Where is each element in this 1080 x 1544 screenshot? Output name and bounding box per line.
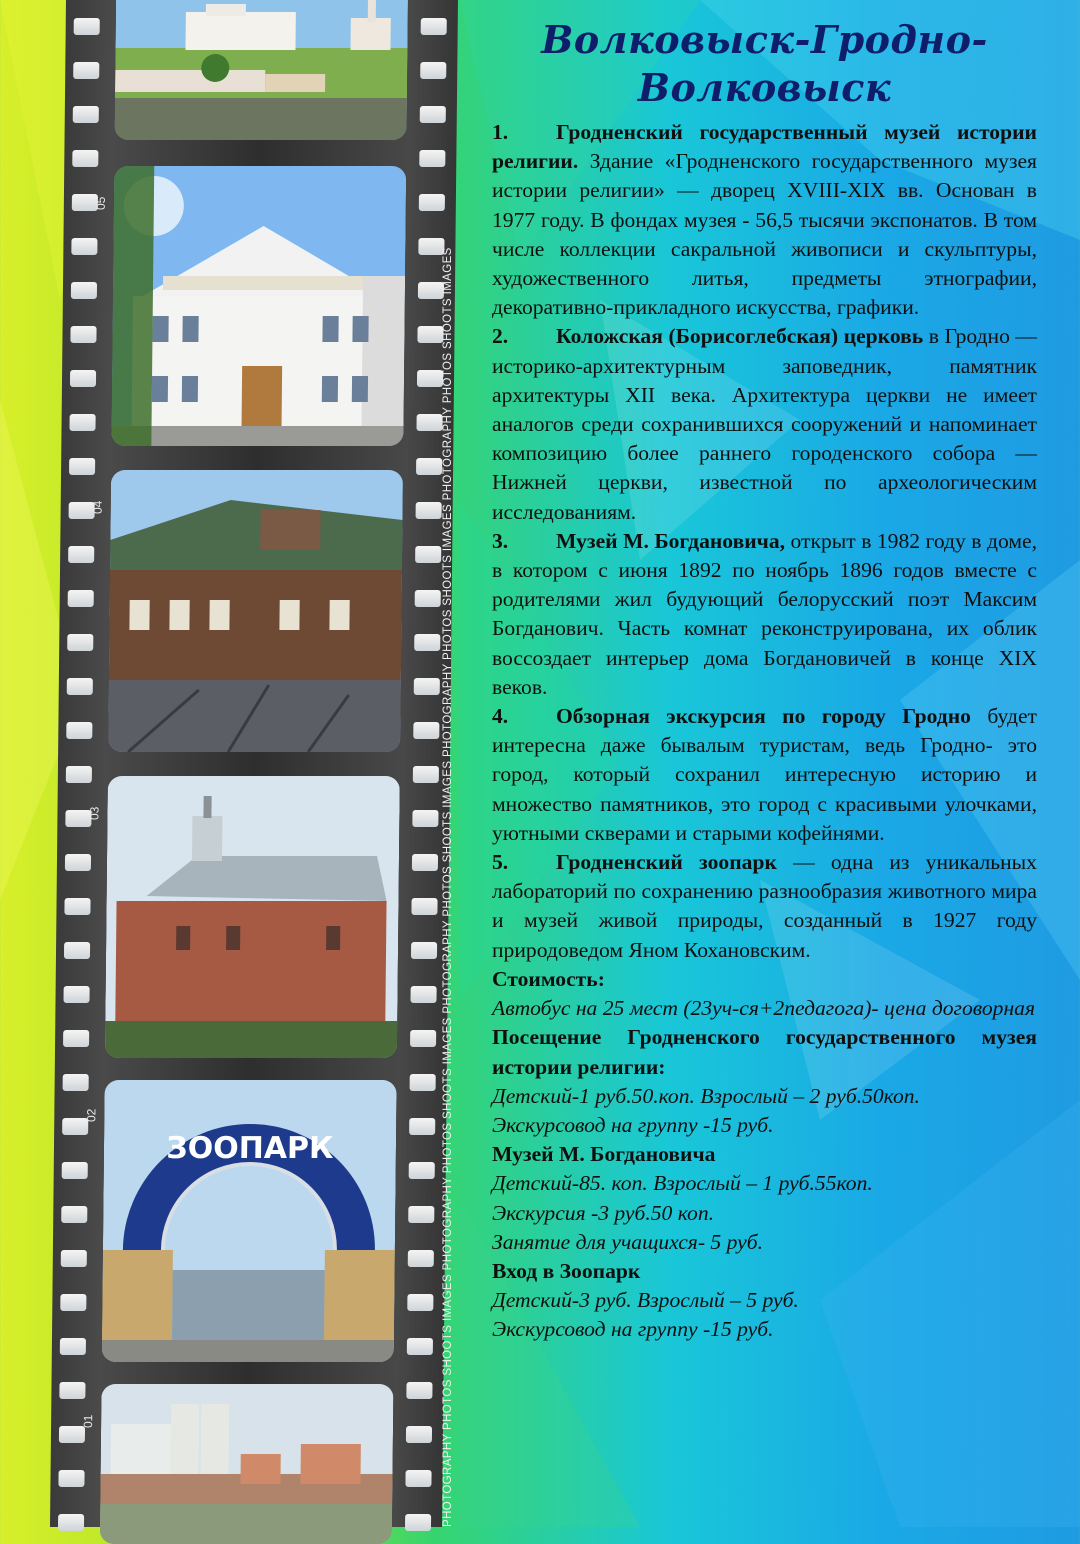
- film-perforation: [66, 722, 92, 739]
- film-perforation: [63, 986, 89, 1003]
- frame-number: 04: [90, 500, 105, 514]
- film-perforation: [413, 766, 439, 783]
- frame-number: 02: [84, 1108, 99, 1122]
- film-perforation: [68, 546, 94, 563]
- zoo-sign: ЗООПАРК: [166, 1131, 334, 1166]
- bus-price: Автобус на 25 мест (23уч-ся+2педагога)- цена договорная: [492, 996, 1036, 1021]
- list-item: 3. Музей М. Богдановича, открыт в 1982 году в доме, в котором с июня 1892 по ноябрь 1896 годов вместе с родителями жил будующий белорусский поэт Максим Богданович. Часть комнат реконструирована, их облик воссоздает интерьер дома Богдановичей в конце XIX веков.: [492, 528, 1037, 699]
- film-perforation: [406, 1426, 432, 1443]
- film-perforation: [408, 1250, 434, 1267]
- film-perforation: [416, 414, 442, 431]
- film-perforation: [417, 326, 443, 343]
- zoo-price-line: Экскурсовод на группу -15 руб.: [492, 1317, 774, 1342]
- film-perforation: [61, 1250, 87, 1267]
- film-perforation: [405, 1514, 431, 1531]
- list-item: 4. Обзорная экскурсия по городу Гродно будет интересна даже бывалым туристам, ведь Гродно- это город, который сохранил интересную историю и множество памятников, это город с красивыми улочками, уютными скверами и старыми кофейнями.: [492, 704, 1037, 845]
- bogdanovich-price-line: Экскурсия -3 руб.50 коп.: [492, 1200, 715, 1225]
- film-perforation: [73, 106, 99, 123]
- photo-grodno-castle: [115, 0, 409, 140]
- film-perforation: [63, 1030, 89, 1047]
- film-perforation: [418, 282, 444, 299]
- film-side-text: PHOTOGRAPHY PHOTOS SHOOTS IMAGES PHOTOGRAPHY PHOTOS SHOOTS IMAGES PHOTOGRAPHY PHOTOS SHOOTS IMAGES PHOTOGRAPHY PHOTOS SHOOTS IMAGES PHOTOGRAPHY PHOTOS SHOOTS IMAGES: [442, 247, 454, 1527]
- film-perforation: [414, 678, 440, 695]
- list-item: 1. Гродненский государственный музей истории религии. Здание «Гродненского государственного музея истории религии» — дворец XVIII-XIX вв. Основан в 1977 году. В фондах музея - 56,5 тысячи экспонатов. В том числе коллекции сакральной живописи и скульптуры, художественного литья, предметы этнографии, декоративно-прикладного искусства, графики.: [492, 120, 1037, 320]
- film-perforation: [58, 1514, 84, 1531]
- film-perforation: [69, 458, 95, 475]
- film-perforation: [59, 1426, 85, 1443]
- frame-number: 01: [81, 1414, 96, 1428]
- photo-bogdanovich-museum: [108, 470, 403, 752]
- film-perforation: [72, 150, 98, 167]
- film-perforation: [407, 1294, 433, 1311]
- film-perforation: [73, 62, 99, 79]
- zoo-price-heading: Вход в Зоопарк: [492, 1258, 641, 1283]
- page-title: Волковыск-Гродно-Волковыск: [541, 17, 988, 110]
- film-perforation: [411, 898, 437, 915]
- film-perforation: [71, 238, 97, 255]
- bogdanovich-price-line: Детский-85. коп. Взрослый – 1 руб.55коп.: [492, 1171, 873, 1196]
- cost-heading: Стоимость:: [492, 966, 605, 991]
- film-perforation: [74, 18, 100, 35]
- film-perforation: [406, 1382, 432, 1399]
- film-perforation: [410, 1074, 436, 1091]
- museum-price-line: Экскурсовод на группу -15 руб.: [492, 1112, 774, 1137]
- film-perforations-left: [58, 0, 104, 1527]
- film-perforation: [407, 1338, 433, 1355]
- film-perforation: [414, 634, 440, 651]
- film-perforation: [68, 590, 94, 607]
- film-perforation: [63, 1074, 89, 1091]
- bogdanovich-price-line: Занятие для учащихся- 5 руб.: [492, 1229, 763, 1254]
- museum-price-line: Детский-1 руб.50.коп. Взрослый – 2 руб.50коп.: [492, 1083, 920, 1108]
- film-perforation: [415, 546, 441, 563]
- photo-zoo-entrance: [102, 1080, 397, 1362]
- film-perforation: [69, 414, 95, 431]
- bogdanovich-price-heading: Музей М. Богдановича: [492, 1142, 716, 1167]
- film-perforation: [411, 942, 437, 959]
- film-perforation: [415, 590, 441, 607]
- film-perforation: [65, 854, 91, 871]
- film-perforation: [410, 986, 436, 1003]
- frame-number: 03: [87, 806, 102, 820]
- film-perforation: [64, 898, 90, 915]
- film-perforation: [409, 1162, 435, 1179]
- film-perforation: [417, 370, 443, 387]
- frame-number: 05: [93, 196, 108, 210]
- film-perforation: [418, 238, 444, 255]
- film-perforation: [412, 810, 438, 827]
- film-perforation: [58, 1470, 84, 1487]
- film-perforation: [416, 502, 442, 519]
- film-perforation: [71, 282, 97, 299]
- film-perforation: [405, 1470, 431, 1487]
- museum-price-heading: Посещение Гродненского государственного музея истории религии:: [492, 1025, 1037, 1079]
- zoo-price-line: Детский-3 руб. Взрослый – 5 руб.: [492, 1288, 799, 1313]
- film-perforation: [410, 1030, 436, 1047]
- photo-kolozha-church: [105, 776, 400, 1058]
- list-item: 2. Коложская (Борисоглебская) церковь в Гродно — историко-архитектурным заповедник, памятник архитектуры XII века. Архитектура церкви не имеет аналогов среди сохранившихся сооружений и напоминает композицию более раннего городенского собора — Нижней церкви, известной по археологическим исследованиям.: [492, 324, 1038, 524]
- film-perforation: [412, 854, 438, 871]
- photo-museum-religion: [111, 166, 406, 446]
- film-perforation: [70, 326, 96, 343]
- film-perforation: [416, 458, 442, 475]
- film-perforation: [60, 1294, 86, 1311]
- film-perforation: [67, 634, 93, 651]
- photo-grodno-panorama: [100, 1384, 394, 1544]
- film-perforation: [67, 678, 93, 695]
- film-perforation: [413, 722, 439, 739]
- list-item: 5. Гродненский зоопарк — одна из уникальных лабораторий по сохранению разнообразия животного мира и музей живой природы, созданный в 1927 году природоведом Яном Кохановским.: [492, 850, 1037, 962]
- film-strip: [50, 0, 458, 1527]
- film-perforation: [62, 1162, 88, 1179]
- film-perforation: [60, 1338, 86, 1355]
- film-perforation: [408, 1206, 434, 1223]
- content-column: [492, 16, 1037, 1345]
- film-perforation: [70, 370, 96, 387]
- film-perforation: [59, 1382, 85, 1399]
- film-perforation: [66, 766, 92, 783]
- film-perforation: [61, 1206, 87, 1223]
- film-perforation: [409, 1118, 435, 1135]
- film-perforation: [64, 942, 90, 959]
